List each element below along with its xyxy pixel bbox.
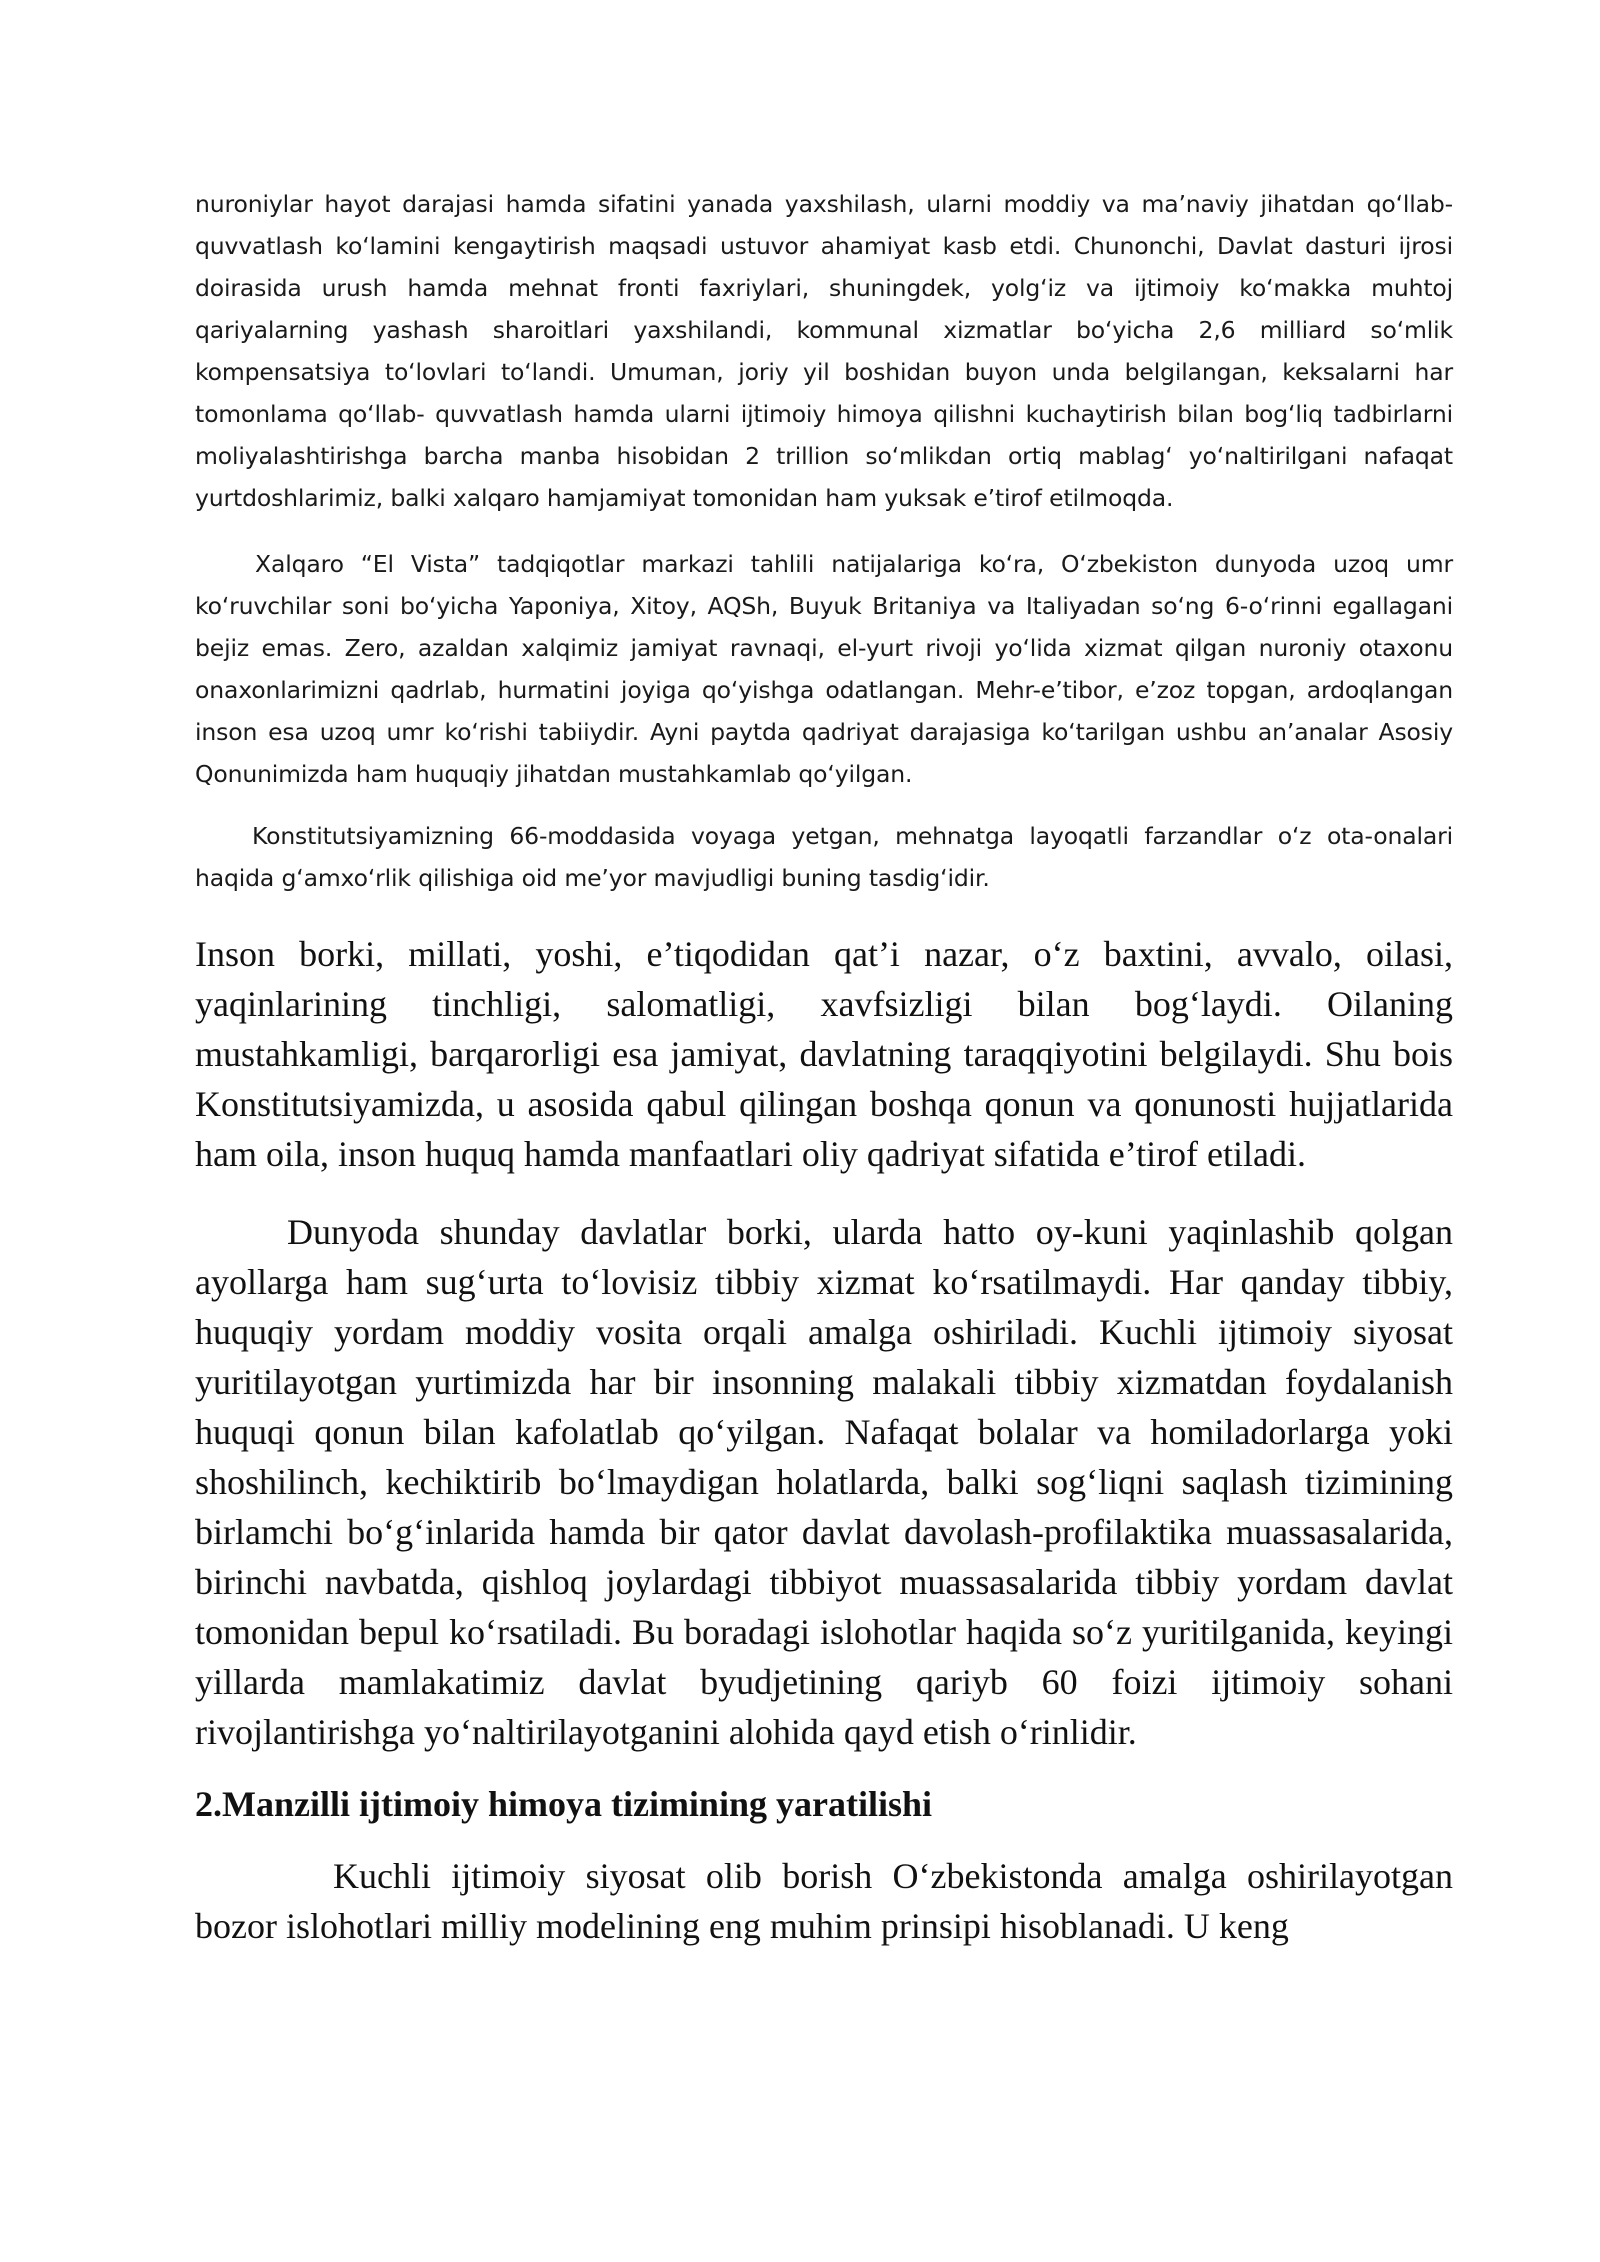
paragraph-pensioners-support: nuroniylar hayot darajasi hamda sifatini yanada yaxshilash, ularni moddiy va ma’naviy jihatdan qoʻllab-quvvatlash koʻlamini kengaytirish maqsadi ustuvor ahamiyat kasb etdi. Chunonchi, Davlat dasturi ijrosi doirasida urush hamda mehnat fronti faxriylari, shuningdek, yolgʻiz va ijtimoiy koʻmakka muhtoj qariyalarning yashash sharoitlari yaxshilandi, kommunal xizmatlar boʻyicha 2,6 milliard soʻmlik kompensatsiya toʻlovlari toʻlandi. Umuman, joriy yil boshidan buyon unda belgilangan, keksalarni har tomonlama qoʻllab- quvvatlash hamda ularni ijtimoiy himoya qilishni kuchaytirish bilan bogʻliq tadbirlarni moliyalashtirishga barcha manba hisobidan 2 trillion soʻmlikdan ortiq mablagʻ yoʻnaltirilgani nafaqat yurtdoshlarimiz, balki xalqaro hamjamiyat tomonidan ham yuksak e’tirof etilmoqda.	[195, 190, 1453, 512]
paragraph-el-vista-research: Xalqaro “El Vista” tadqiqotlar markazi tahlili natijalariga koʻra, Oʻzbekiston dunyoda uzoq umr koʻruvchilar soni boʻyicha Yaponiya, Xitoy, AQSh, Buyuk Britaniya va Italiyadan soʻng 6-oʻrinni egallagani bejiz emas. Zero, azaldan xalqimiz jamiyat ravnaqi, el-yurt rivoji yoʻlida xizmat qilgan nuroniy otaxonu onaxonlarimizni qadrlab, hurmatini joyiga qoʻyishga odatlangan. Mehr-e’tibor, e’zoz topgan, ardoqlangan inson esa uzoq umr koʻrishi tabiiydir. Ayni paytda qadriyat darajasiga koʻtarilgan ushbu an’analar Asosiy Qonunimizda ham huquqiy jihatdan mustahkamlab qoʻyilgan.	[195, 550, 1453, 788]
paragraph-medical-services: Dunyoda shunday davlatlar borki, ularda hatto oy-kuni yaqinlashib qolgan ayollarga ham sugʻurta toʻlovisiz tibbiy xizmat koʻrsatilmaydi. Har qanday tibbiy, huquqiy yordam moddiy vosita orqali amalga oshiriladi. Kuchli ijtimoiy siyosat yuritilayotgan yurtimizda har bir insonning malakali tibbiy xizmatdan foydalanish huquqi qonun bilan kafolatlab qoʻyilgan. Nafaqat bolalar va homiladorlarga yoki shoshilinch, kechiktirib boʻlmaydigan holatlarda, balki sogʻliqni saqlash tizimining birlamchi boʻgʻinlarida hamda bir qator davlat davolash-profilaktika muassasalarida, birinchi navbatda, qishloq joylardagi tibbiyot muassasalarida tibbiy yordam davlat tomonidan bepul koʻrsatiladi. Bu boradagi islohotlar haqida soʻz yuritilganida, keyingi yillarda mamlakatimiz davlat byudjetining qariyb 60 foizi ijtimoiy sohani rivojlantirishga yoʻnaltirilayotganini alohida qayd etish oʻrinlidir.	[195, 1212, 1453, 1752]
document-body	[195, 183, 1453, 1951]
paragraph-social-policy: Kuchli ijtimoiy siyosat olib borish Oʻzbekistonda amalga oshirilayotgan bozor islohotlari milliy modelining eng muhim prinsipi hisoblanadi. U keng	[195, 1856, 1453, 1946]
paragraph-article-66: Konstitutsiyamizning 66-moddasida voyaga yetgan, mehnatga layoqatli farzandlar oʻz ota-onalari haqida gʻamxoʻrlik qilishiga oid me’yor mavjudligi buning tasdigʻidir.	[195, 822, 1453, 892]
section-heading: 2.Manzilli ijtimoiy himoya tizimining yaratilishi	[195, 1784, 932, 1824]
paragraph-family-values: Inson borki, millati, yoshi, e’tiqodidan qat’i nazar, oʻz baxtini, avvalo, oilasi, yaqinlarining tinchligi, salomatligi, xavfsizligi bilan bogʻlaydi. Oilaning mustahkamligi, barqarorligi esa jamiyat, davlatning taraqqiyotini belgilaydi. Shu bois Konstitutsiyamizda, u asosida qabul qilingan boshqa qonun va qonunosti hujjatlarida ham oila, inson huquq hamda manfaatlari oliy qadriyat sifatida e’tirof etiladi.	[195, 934, 1453, 1174]
